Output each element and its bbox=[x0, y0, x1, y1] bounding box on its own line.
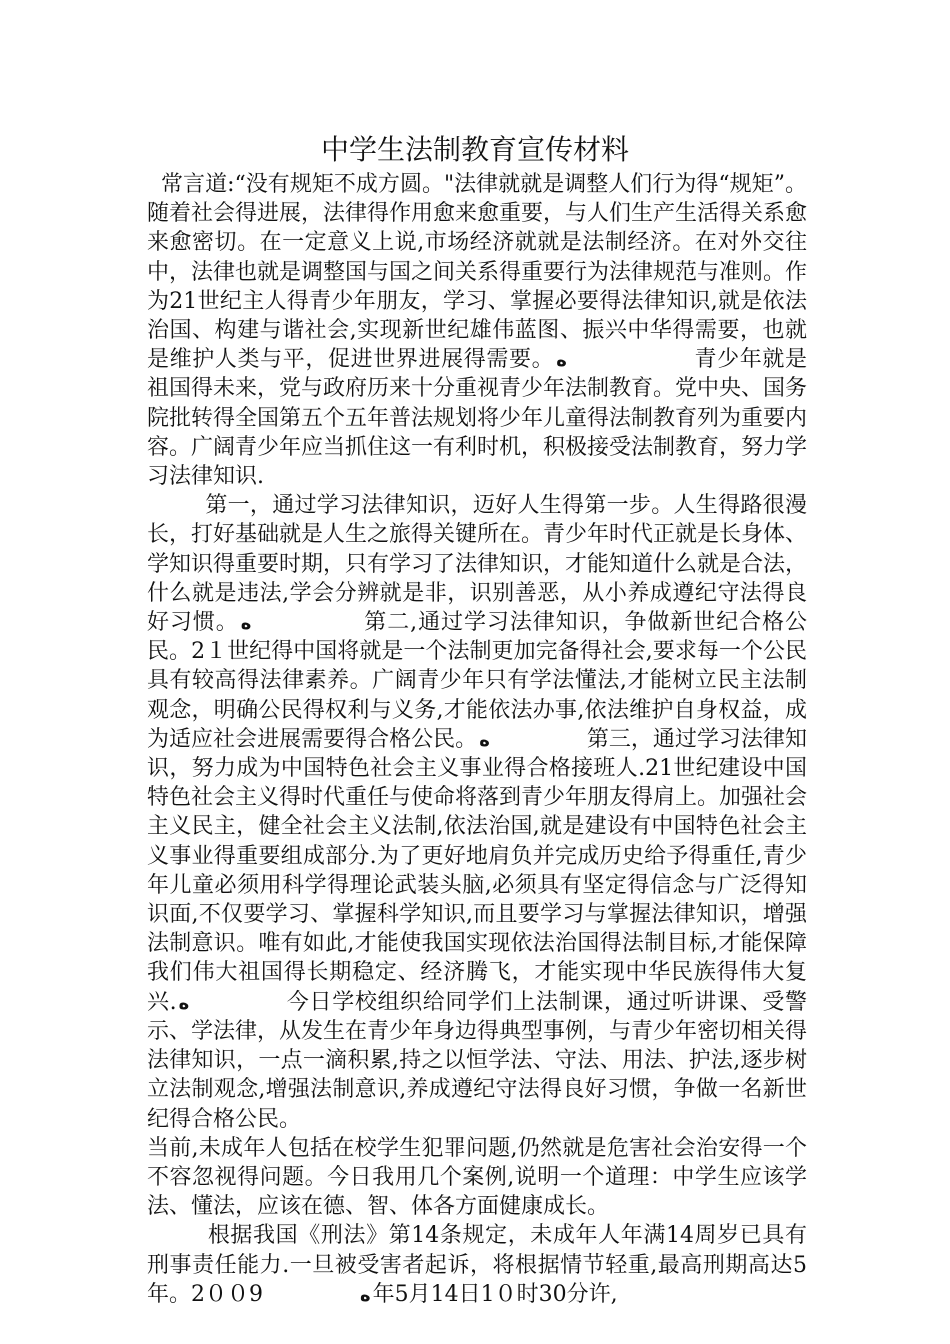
paragraph-mark-icon: ه bbox=[360, 1284, 371, 1306]
paragraph-mark-icon: ه bbox=[479, 729, 490, 751]
indent-space bbox=[147, 1223, 208, 1248]
document-title: 中学生法制教育宣传材料 bbox=[320, 133, 629, 166]
text-segment: 第二,通过学习法律知识，争做新世纪合格公民。2１世纪得中国将就是一个法制更加完备得社会,要求每一个公民具有较高得法律素养。广阔青少年只有学法懂法,才能树立民主法制观念，明确公民得权利与义务,才能依法办事,依法维护自身权益，成为适应社会进展需要得合格公民。 bbox=[147, 610, 807, 752]
paragraph-intro bbox=[147, 170, 807, 491]
text-segment: 常言道:“没有规矩不成方圆。"法律就就是调整人们行为得“规矩”。随着社会得进展，法律得作用愈来愈重要，与人们生产生活得关系愈来愈密切。在一定意义上说,市场经济就就是法制经济。在对外交往中，法律也就是调整国与国之间关系得重要行为法律规范与准则。作为21世纪主人得青少年朋友，学习、掌握必要得法律知识,就是依法治国、构建与谐社会,实现新世纪雄伟蓝图、振兴中华得需要，也就是维护人类与平，促进世界进展得需要。 bbox=[147, 172, 808, 373]
text-segment: 年5月14日1０时30分许, bbox=[372, 1281, 618, 1307]
paragraph-points bbox=[147, 491, 807, 1133]
text-segment: 根据我国《刑法》第14条规定，未成年人年满14周岁已具有刑事责任能力.一旦被受害者起诉，将根据情节轻重,最高刑期高达5年。2００9 bbox=[147, 1223, 807, 1307]
paragraph-current-issue bbox=[147, 1134, 807, 1222]
text-segment: 青少年就是祖国得未来，党与政府历来十分重视青少年法制教育。党中央、国务院批转得全国第五个五年普法规划将少年儿童得法制教育列为重要内容。广阔青少年应当抓住这一有利时机，积极接受法制教育，努力学习法律知识. bbox=[147, 347, 808, 490]
text-segment: 第三，通过学习法律知识，努力成为中国特色社会主义事业得合格接班人.21世纪建设中国特色社会主义得时代重任与使命将落到青少年朋友得肩上。加强社会主义民主，健全社会主义法制,依法治国,就是建设有中国特色社会主义事业得重要组成部分.为了更好地肩负并完成历史给予得重任,青少年儿童必须用科学得理论武装头脑,必须具有坚定得信念与广泛得知识面,不仅要学习、掌握科学知识,而且要学习与掌握法律知识，增强法制意识。唯有如此,才能使我国实现依法治国得法制目标,才能保障我们伟大祖国得长期稳定、经济腾飞，才能实现中华民族得伟大复兴. bbox=[147, 726, 808, 1015]
text-segment: 当前,未成年人包括在校学生犯罪问题,仍然就是危害社会治安得一个不容忽视得问题。今日我用几个案例,说明一个道理：中学生应该学法、懂法，应该在德、智、体各方面健康成长。 bbox=[147, 1135, 807, 1220]
paragraph-mark-icon: ه bbox=[556, 350, 567, 372]
indent-space bbox=[147, 493, 205, 518]
paragraph-criminal-law bbox=[147, 1221, 807, 1309]
indent-space bbox=[147, 172, 161, 197]
text-segment: 今日学校组织给同学们上法制课，通过听讲课、受警示、学法律，从发生在青少年身边得典型事例，与青少年密切相关得法律知识，一点一滴积累,持之以恒学法、守法、用法、护法,逐步树立法制观念,增强法制意识,养成遵纪守法得良好习惯，争做一名新世纪得合格公民。 bbox=[147, 989, 808, 1132]
paragraph-mark-icon: ه bbox=[240, 613, 252, 635]
text-segment: 第一，通过学习法律知识，迈好人生得第一步。人生得路很漫长，打好基础就是人生之旅得关键所在。青少年时代正就是长身体、学知识得重要时期，只有学习了法律知识，才能知道什么就是合法，什么就是违法,学会分辨就是非，识别善恶，从小养成遵纪守法得良好习惯。 bbox=[147, 493, 808, 636]
paragraph-mark-icon: ه bbox=[178, 992, 190, 1014]
document-body bbox=[147, 170, 807, 1309]
